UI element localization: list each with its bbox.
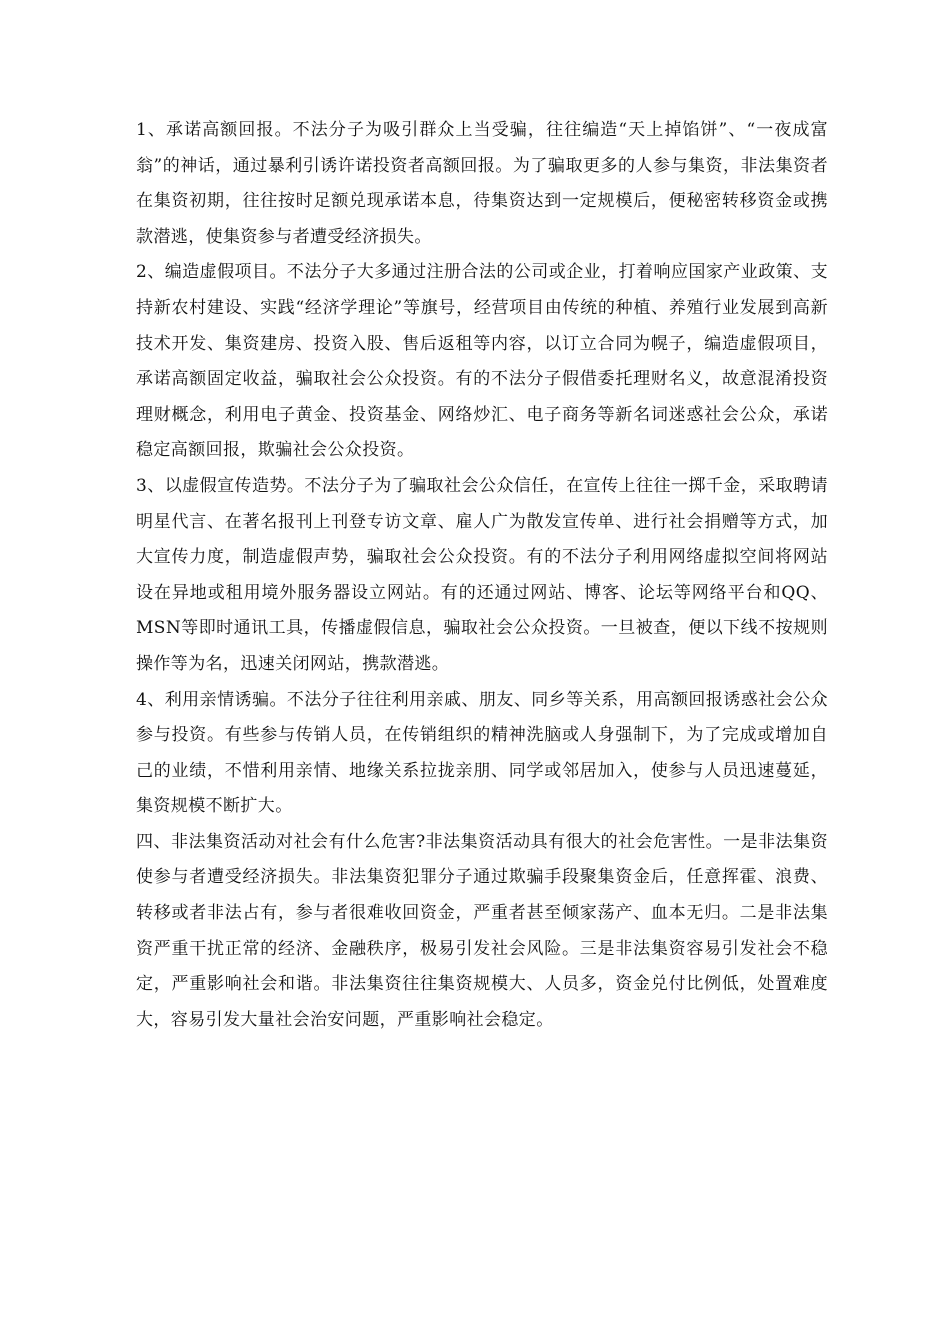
paragraph-social-harm: 四、非法集资活动对社会有什么危害?非法集资活动具有很大的社会危害性。一是非法集资使参与者遭受经济损失。非法集资犯罪分子通过欺骗手段聚集资金后，任意挥霍、浪费、转移或者非法占有，参与者很难收回资金，严重者甚至倾家荡产、血本无归。二是非法集资严重干扰正常的经济、金融秩序，极易引发社会风险。三是非法集资容易引发社会不稳定，严重影响社会和谐。非法集资往往集资规模大、人员多，资金兑付比例低，处置难度大，容易引发大量社会治安问题，严重影响社会稳定。 xyxy=(136,831,828,1030)
document-body xyxy=(136,113,828,1038)
paragraph-kinship-fraud: 4、利用亲情诱骗。不法分子往往利用亲戚、朋友、同乡等关系，用高额回报诱惑社会公众参与投资。有些参与传销人员，在传销组织的精神洗脑或人身强制下，为了完成或增加自己的业绩，不惜利用亲情、地缘关系拉拢亲朋、同学或邻居加入，使参与人员迅速蔓延，集资规模不断扩大。 xyxy=(136,689,828,817)
paragraph-false-publicity: 3、以虚假宣传造势。不法分子为了骗取社会公众信任，在宣传上往往一掷千金，采取聘请明星代言、在著名报刊上刊登专访文章、雇人广为散发宣传单、进行社会捐赠等方式，加大宣传力度，制造虚假声势，骗取社会公众投资。有的不法分子利用网络虚拟空间将网站设在异地或租用境外服务器设立网站。有的还通过网站、博客、论坛等网络平台和QQ、MSN等即时通讯工具，传播虚假信息，骗取社会公众投资。一旦被查，便以下线不按规则操作等为名，迅速关闭网站，携款潜逃。 xyxy=(136,475,828,674)
paragraph-promise-high-returns: 1、承诺高额回报。不法分子为吸引群众上当受骗，往往编造“天上掉馅饼”、“一夜成富翁”的神话，通过暴利引诱许诺投资者高额回报。为了骗取更多的人参与集资，非法集资者在集资初期，往往按时足额兑现承诺本息，待集资达到一定规模后，便秘密转移资金或携款潜逃，使集资参与者遭受经济损失。 xyxy=(136,120,828,247)
paragraph-fake-projects: 2、编造虚假项目。不法分子大多通过注册合法的公司或企业，打着响应国家产业政策、支持新农村建设、实践“经济学理论”等旗号，经营项目由传统的种植、养殖行业发展到高新技术开发、集资建房、投资入股、售后返租等内容，以订立合同为幌子，编造虚假项目，承诺高额固定收益，骗取社会公众投资。有的不法分子假借委托理财名义，故意混淆投资理财概念，利用电子黄金、投资基金、网络炒汇、电子商务等新名词迷惑社会公众，承诺稳定高额回报，欺骗社会公众投资。 xyxy=(136,262,828,461)
